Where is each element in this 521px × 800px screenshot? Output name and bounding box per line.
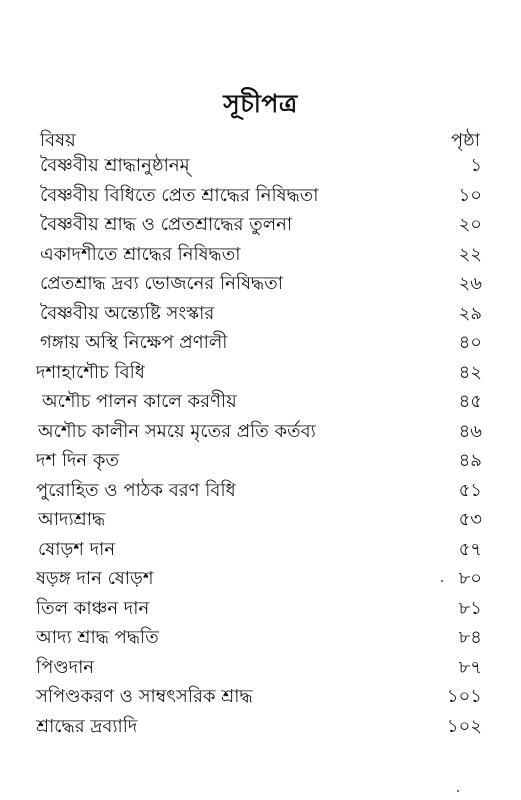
toc-entry — [38, 508, 482, 532]
toc-entry — [36, 656, 482, 680]
toc-entry — [40, 154, 482, 178]
scan-speck — [457, 790, 459, 792]
scan-speck — [441, 580, 443, 582]
toc-entry-page-number: ৪০ — [458, 332, 482, 353]
toc-entry-title: বৈষ্ণবীয় শ্রাদ্ধানুষ্ঠানম্ — [40, 155, 190, 176]
toc-entry-page-number: ৫৭ — [458, 539, 482, 560]
toc-entry-page-number: ১০২ — [446, 716, 482, 737]
toc-entry-title: আদ্যশ্রাদ্ধ — [38, 509, 106, 530]
toc-entry-title: পিণ্ডদান — [36, 657, 95, 678]
toc-entry-page-number: ৪৬ — [458, 421, 482, 442]
toc-entry-title: একাদশীতে শ্রাদ্ধের নিষিদ্ধতা — [40, 244, 241, 265]
toc-entry-title: পুরোহিত ও পাঠক বরণ বিধি — [36, 480, 236, 501]
toc-entry-page-number: ৪৯ — [458, 450, 482, 471]
page-title: সূচীপত্র — [223, 89, 298, 118]
toc-entry-page-number: ৫১ — [458, 480, 482, 501]
toc-entry-title: ষোড়শ দান — [38, 539, 116, 560]
toc-entry-page-number: ৮১ — [458, 598, 482, 619]
toc-entry — [42, 390, 482, 414]
toc-entry — [38, 420, 482, 444]
toc-entry — [40, 272, 482, 296]
toc-entry-page-number: ২২ — [458, 244, 482, 265]
toc-entry — [36, 567, 482, 591]
toc-entry-page-number: ৪৫ — [458, 391, 482, 412]
toc-entry — [36, 479, 482, 503]
toc-entry — [40, 331, 482, 355]
toc-entry — [38, 538, 482, 562]
toc-entry — [40, 184, 482, 208]
toc-entry-page-number: ৪২ — [458, 362, 482, 383]
toc-entry-page-number: ২৬ — [458, 273, 482, 294]
toc-entry-title: আদ্য শ্রাদ্ধ পদ্ধতি — [36, 627, 159, 648]
toc-entry-page-number: ২৯ — [458, 303, 482, 324]
toc-entry-title: দশাহাশৌচ বিধি — [36, 362, 145, 383]
toc-entry-title: ষড়ঙ্গ দান ষোড়শ — [36, 568, 154, 589]
toc-entry — [36, 626, 482, 650]
toc-entry — [40, 243, 482, 267]
toc-entry — [36, 449, 482, 473]
toc-entry — [36, 597, 482, 621]
toc-entry-title: শ্রাদ্ধের দ্রব্যাদি — [36, 716, 138, 737]
toc-entry — [40, 302, 482, 326]
toc-entry-title: বৈষ্ণবীয় বিধিতে প্রেত শ্রাদ্ধের নিষিদ্ধতা — [40, 185, 319, 206]
toc-entry-title: সপিণ্ডকরণ ও সাম্বৎসরিক শ্রাদ্ধ — [36, 686, 253, 707]
toc-entry — [36, 361, 482, 385]
toc-header — [40, 126, 480, 152]
toc-entry — [36, 715, 482, 739]
toc-entry-title: অশৌচ কালীন সময়ে মৃতের প্রতি কর্তব্য — [38, 421, 316, 442]
toc-entry-title: দশ দিন কৃত — [36, 450, 119, 471]
toc-entry — [36, 685, 482, 709]
subject-column-header: বিষয় — [40, 130, 76, 151]
toc-entry-page-number: ৫৩ — [458, 509, 482, 530]
toc-entry-page-number: ১০ — [458, 185, 482, 206]
toc-entry — [40, 213, 482, 237]
toc-entry-title: অশৌচ পালন কালে করণীয় — [42, 391, 237, 412]
toc-entry-title: গঙ্গায় অস্থি নিক্ষেপ প্রণালী — [40, 332, 228, 353]
toc-entry-page-number: ৮০ — [458, 568, 482, 589]
toc-entry-page-number: ১ — [470, 155, 482, 176]
toc-entry-title: প্রেতশ্রাদ্ধ দ্রব্য ভোজনের নিষিদ্ধতা — [40, 273, 283, 294]
toc-entry-title: তিল কাঞ্চন দান — [36, 598, 150, 619]
toc-entry-page-number: ১০১ — [446, 686, 482, 707]
toc-entry-page-number: ৮৭ — [458, 657, 482, 678]
toc-entry-title: বৈষ্ণবীয় অন্ত্যেষ্টি সংস্কার — [40, 303, 215, 324]
toc-entry-page-number: ২০ — [458, 214, 482, 235]
page-column-header: পৃষ্ঠা — [450, 130, 480, 151]
toc-entry-page-number: ৮৪ — [458, 627, 482, 648]
toc-entry-title: বৈষ্ণবীয় শ্রাদ্ধ ও প্রেতশ্রাদ্ধের তুলনা — [40, 214, 293, 235]
